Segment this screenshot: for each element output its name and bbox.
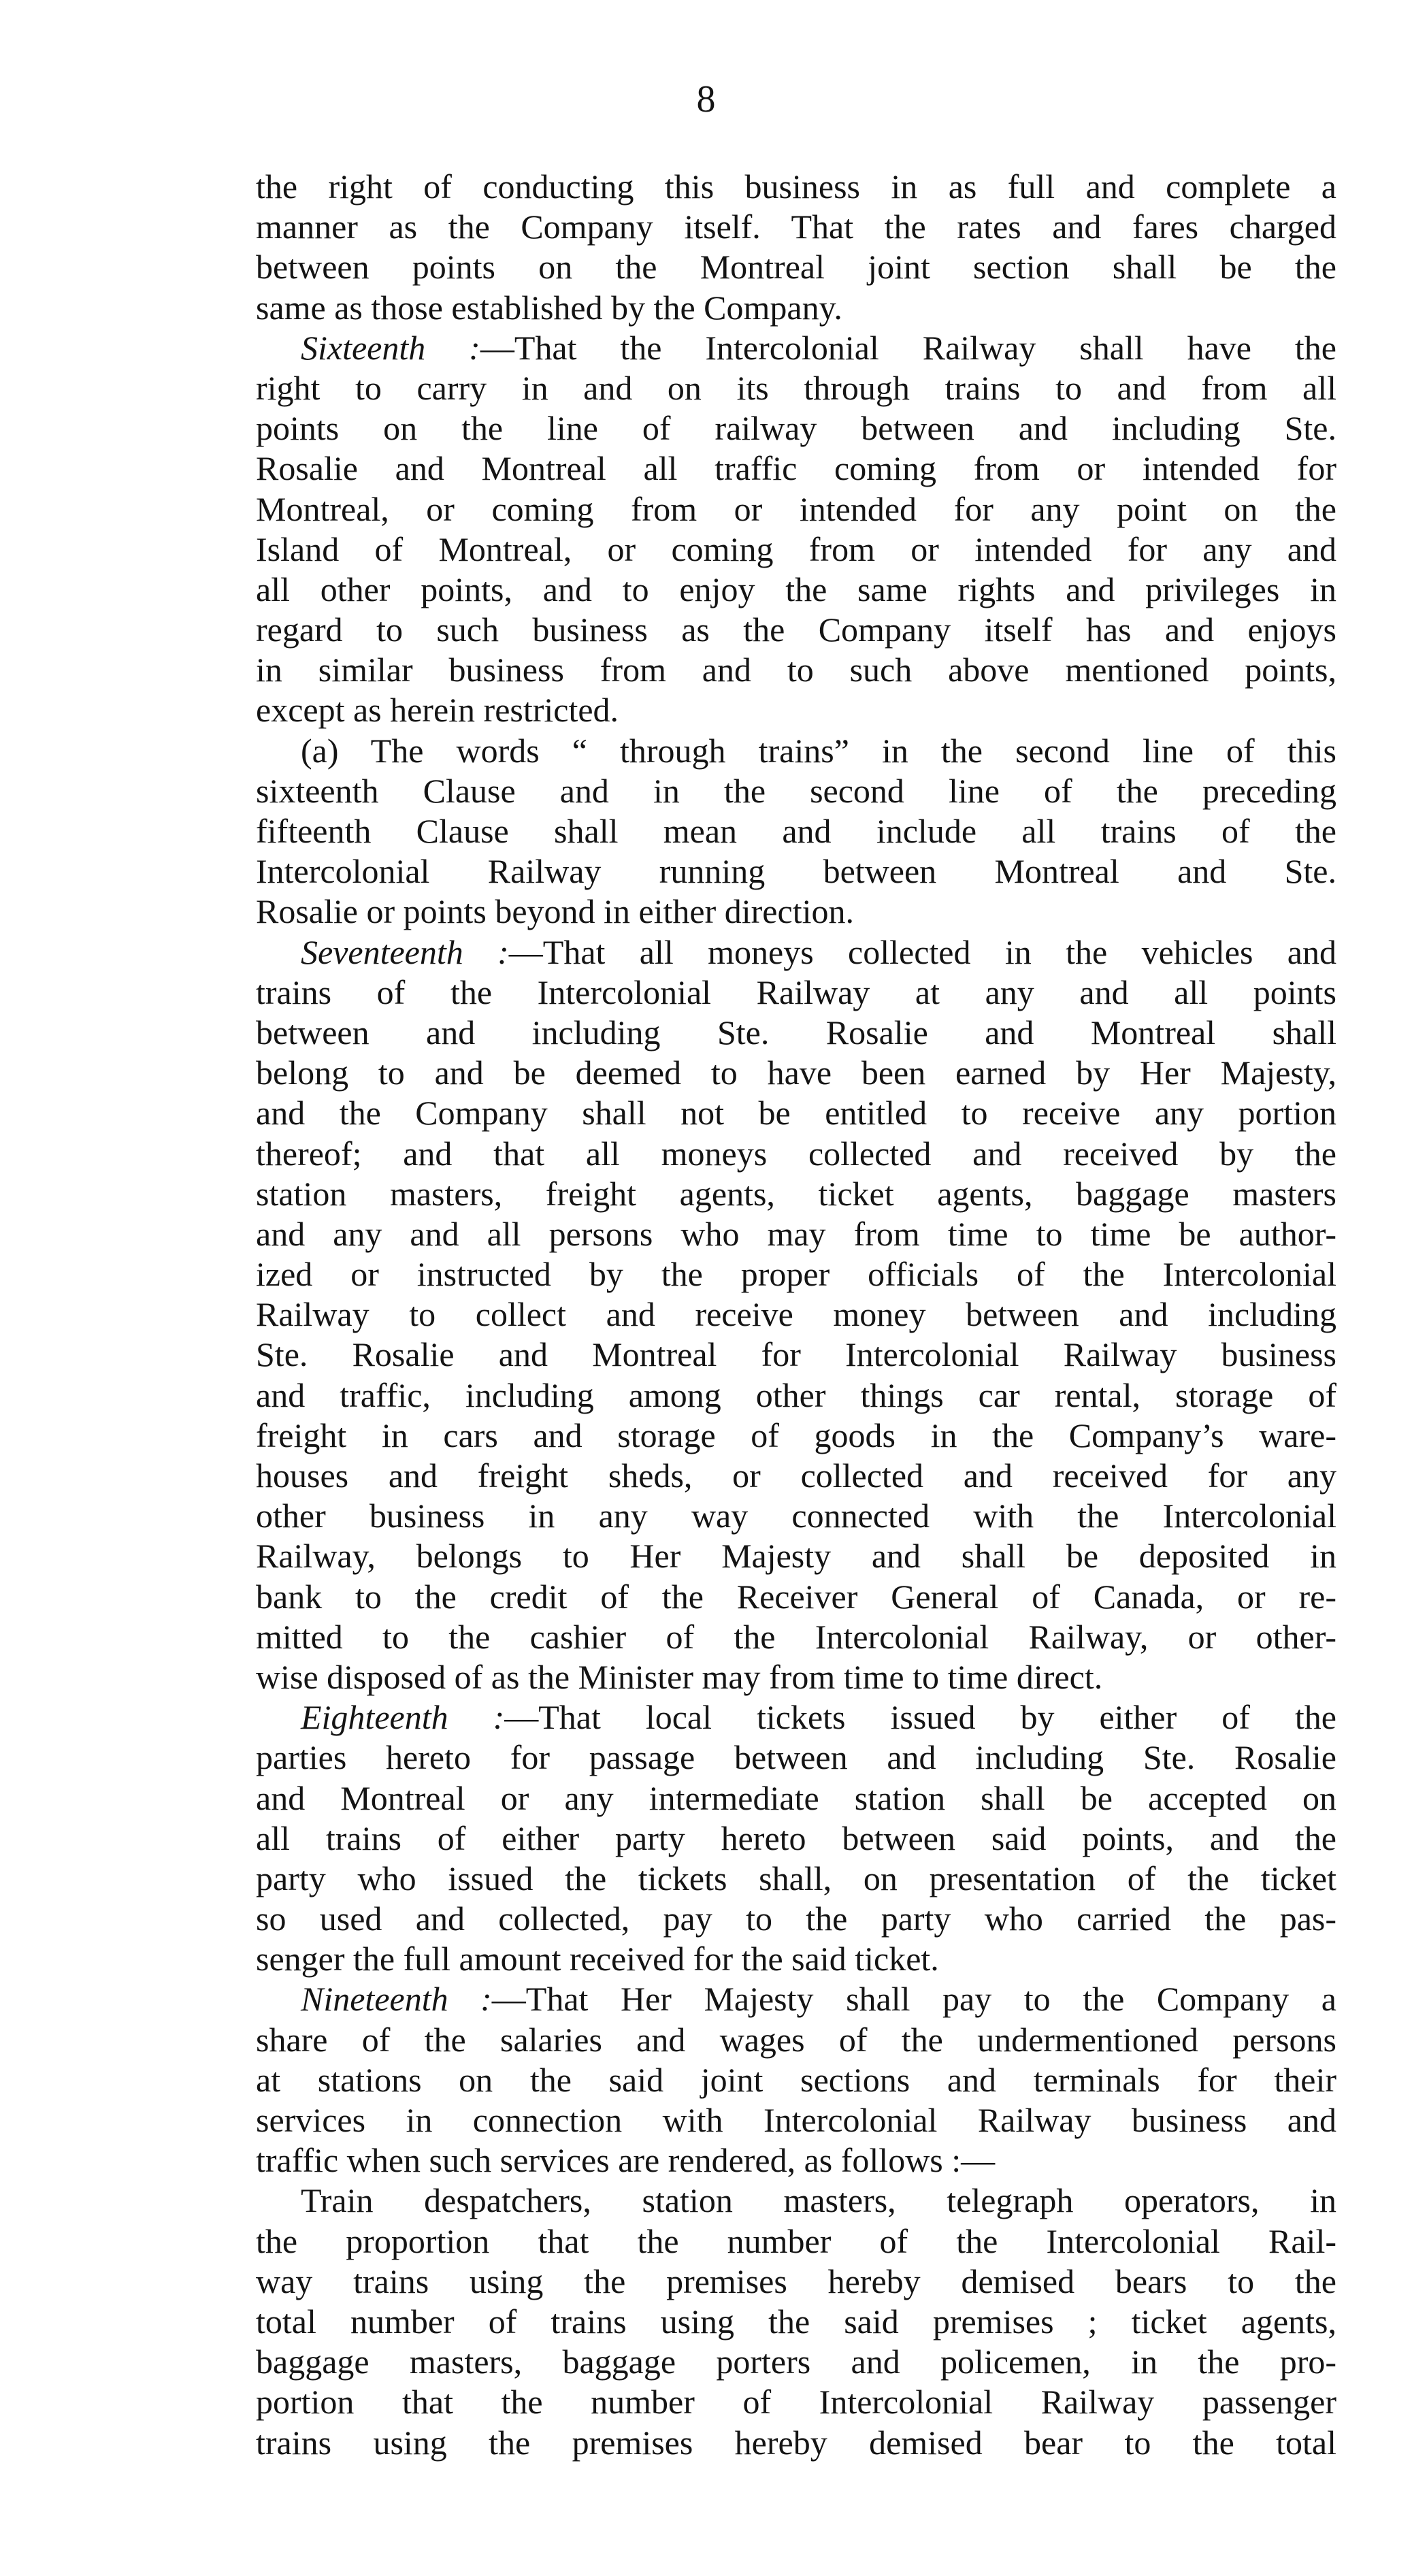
text-line — [256, 449, 1336, 489]
text-line — [256, 1013, 1336, 1053]
text-line — [256, 529, 1336, 570]
text-line — [256, 1859, 1336, 1899]
text-line — [256, 690, 1336, 730]
text-line — [256, 1214, 1336, 1254]
clause-heading: Seventeenth : — [301, 932, 509, 971]
line-text: thereof; and that all moneys collected and received by the — [256, 1134, 1336, 1173]
line-text: regard to such business as the Company itself has and enjoys — [256, 610, 1336, 649]
line-text: —That all moneys collected in the vehicles and — [508, 932, 1336, 971]
line-text: and the Company shall not be entitled to receive any portion — [256, 1094, 1336, 1132]
line-text: Rosalie or points beyond in either direction. — [256, 892, 854, 931]
line-text: way trains using the premises hereby demised bears to the — [256, 2262, 1336, 2300]
line-text: belong to and be deemed to have been earned by Her Majesty, — [256, 1054, 1336, 1092]
document-body — [256, 167, 1336, 2463]
line-text: same as those established by the Company. — [256, 288, 842, 327]
text-line — [256, 650, 1336, 690]
text-line — [256, 1416, 1336, 1456]
text-line — [256, 1294, 1336, 1335]
text-line — [256, 1456, 1336, 1496]
text-line — [256, 1738, 1336, 1778]
line-text: sixteenth Clause and in the second line of the preceding — [256, 771, 1336, 810]
text-line — [256, 288, 1336, 328]
line-text: —That the Intercolonial Railway shall have the — [480, 328, 1337, 367]
text-line — [256, 973, 1336, 1013]
text-line — [256, 892, 1336, 932]
line-text: bank to the credit of the Receiver General of Canada, or re- — [256, 1577, 1336, 1616]
line-text: freight in cars and storage of goods in the Company’s ware- — [256, 1416, 1336, 1454]
line-text: Island of Montreal, or coming from or intended for any and — [256, 529, 1336, 568]
line-text: trains using the premises hereby demised bear to the total — [256, 2423, 1336, 2462]
clause-heading: Eighteenth : — [301, 1698, 505, 1737]
text-line — [256, 2060, 1336, 2100]
line-text: portion that the number of Intercolonial Railway passenger — [256, 2383, 1336, 2422]
line-text: station masters, freight agents, ticket agents, baggage masters — [256, 1174, 1336, 1213]
text-line — [256, 851, 1336, 892]
text-line — [256, 1375, 1336, 1416]
text-line — [256, 1254, 1336, 1294]
text-line — [256, 2302, 1336, 2342]
line-text: at stations on the said joint sections and terminals for their — [256, 2060, 1336, 2099]
text-line — [256, 1134, 1336, 1174]
text-line — [256, 2140, 1336, 2181]
line-text: and Montreal or any intermediate station shall be accepted on — [256, 1778, 1336, 1817]
text-line — [256, 368, 1336, 408]
text-line — [256, 932, 1336, 973]
text-line — [256, 771, 1336, 811]
text-line — [256, 1819, 1336, 1859]
text-line — [256, 731, 1336, 771]
line-text: all other points, and to enjoy the same rights and privileges in — [256, 570, 1336, 608]
line-text: other business in any way connected with the Intercolonial — [256, 1497, 1336, 1535]
line-text: share of the salaries and wages of the undermentioned persons — [256, 2020, 1336, 2059]
line-text: the proportion that the number of the Intercolonial Rail- — [256, 2221, 1336, 2260]
line-text: points on the line of railway between and including Ste. — [256, 409, 1336, 448]
clause-heading: Sixteenth : — [301, 328, 480, 367]
text-line — [256, 408, 1336, 449]
line-text: and any and all persons who may from time to time be author- — [256, 1214, 1336, 1253]
line-text: traffic when such services are rendered, as follows :— — [256, 2141, 996, 2180]
line-text: Railway to collect and receive money between and including — [256, 1295, 1336, 1334]
line-text: manner as the Company itself. That the rates and fares charged — [256, 208, 1336, 246]
line-text: Train despatchers, station masters, telegraph operators, in — [301, 2181, 1336, 2220]
line-text: all trains of either party hereto between said points, and the — [256, 1819, 1336, 1857]
text-line — [256, 1657, 1336, 1697]
text-line — [256, 1335, 1336, 1375]
text-line — [256, 1697, 1336, 1738]
line-text: Montreal, or coming from or intended for any point on the — [256, 489, 1336, 528]
text-line — [256, 2423, 1336, 2463]
line-text: houses and freight sheds, or collected and received for any — [256, 1456, 1336, 1495]
text-line — [256, 1899, 1336, 1939]
text-line — [256, 2221, 1336, 2262]
text-line — [256, 2020, 1336, 2060]
line-text: services in connection with Intercolonial Railway business and — [256, 2101, 1336, 2139]
line-text: wise disposed of as the Minister may from time to time direct. — [256, 1657, 1103, 1696]
line-text: mitted to the cashier of the Intercolonial Railway, or other- — [256, 1617, 1336, 1656]
line-text: senger the full amount received for the said ticket. — [256, 1940, 939, 1978]
line-text: Railway, belongs to Her Majesty and shall be deposited in — [256, 1537, 1336, 1576]
line-text: Intercolonial Railway running between Montreal and Ste. — [256, 852, 1336, 891]
line-text: Ste. Rosalie and Montreal for Intercolonial Railway business — [256, 1335, 1336, 1374]
line-text: baggage masters, baggage porters and policemen, in the pro- — [256, 2343, 1336, 2381]
line-text: trains of the Intercolonial Railway at any and all points — [256, 973, 1336, 1011]
line-text: party who issued the tickets shall, on presentation of the ticket — [256, 1859, 1336, 1897]
line-text: the right of conducting this business in as full and complete a — [256, 167, 1336, 206]
text-line — [256, 1778, 1336, 1819]
text-line — [256, 167, 1336, 207]
text-line — [256, 811, 1336, 851]
line-text: except as herein restricted. — [256, 691, 619, 730]
text-line — [256, 2342, 1336, 2382]
text-line — [256, 489, 1336, 529]
text-line — [256, 1174, 1336, 1214]
line-text: so used and collected, pay to the party who carried the pas- — [256, 1900, 1336, 1938]
text-line — [256, 328, 1336, 368]
line-text: between and including Ste. Rosalie and Montreal shall — [256, 1013, 1336, 1051]
text-line — [256, 247, 1336, 287]
text-line — [256, 1617, 1336, 1657]
text-line — [256, 2262, 1336, 2302]
line-text: between points on the Montreal joint section shall be the — [256, 248, 1336, 287]
text-line — [256, 2382, 1336, 2422]
text-line — [256, 1053, 1336, 1093]
text-line — [256, 1093, 1336, 1133]
line-text: parties hereto for passage between and including Ste. Rosalie — [256, 1738, 1336, 1777]
line-text: —That Her Majesty shall pay to the Company a — [491, 1980, 1336, 2019]
text-line — [256, 1979, 1336, 2019]
line-text: fifteenth Clause shall mean and include all trains of the — [256, 812, 1336, 850]
clause-heading: Nineteenth : — [301, 1980, 492, 2019]
line-text: total number of trains using the said premises ; ticket agents, — [256, 2302, 1336, 2341]
text-line — [256, 1577, 1336, 1617]
line-text: ized or instructed by the proper officials of the Intercolonial — [256, 1255, 1336, 1294]
text-line — [256, 2100, 1336, 2140]
line-text: —That local tickets issued by either of the — [504, 1698, 1336, 1737]
line-text: in similar business from and to such above mentioned points, — [256, 651, 1336, 689]
text-line — [256, 1496, 1336, 1536]
page-number: 8 — [696, 78, 716, 120]
line-text: (a) The words “ through trains” in the second line of this — [301, 731, 1336, 770]
text-line — [256, 1536, 1336, 1576]
text-line — [256, 207, 1336, 247]
line-text: Rosalie and Montreal all traffic coming from or intended for — [256, 449, 1336, 488]
text-line — [256, 1939, 1336, 1979]
text-line — [256, 570, 1336, 610]
text-line — [256, 610, 1336, 650]
line-text: right to carry in and on its through trains to and from all — [256, 368, 1336, 407]
line-text: and traffic, including among other things car rental, storage of — [256, 1375, 1336, 1414]
text-line — [256, 2181, 1336, 2221]
